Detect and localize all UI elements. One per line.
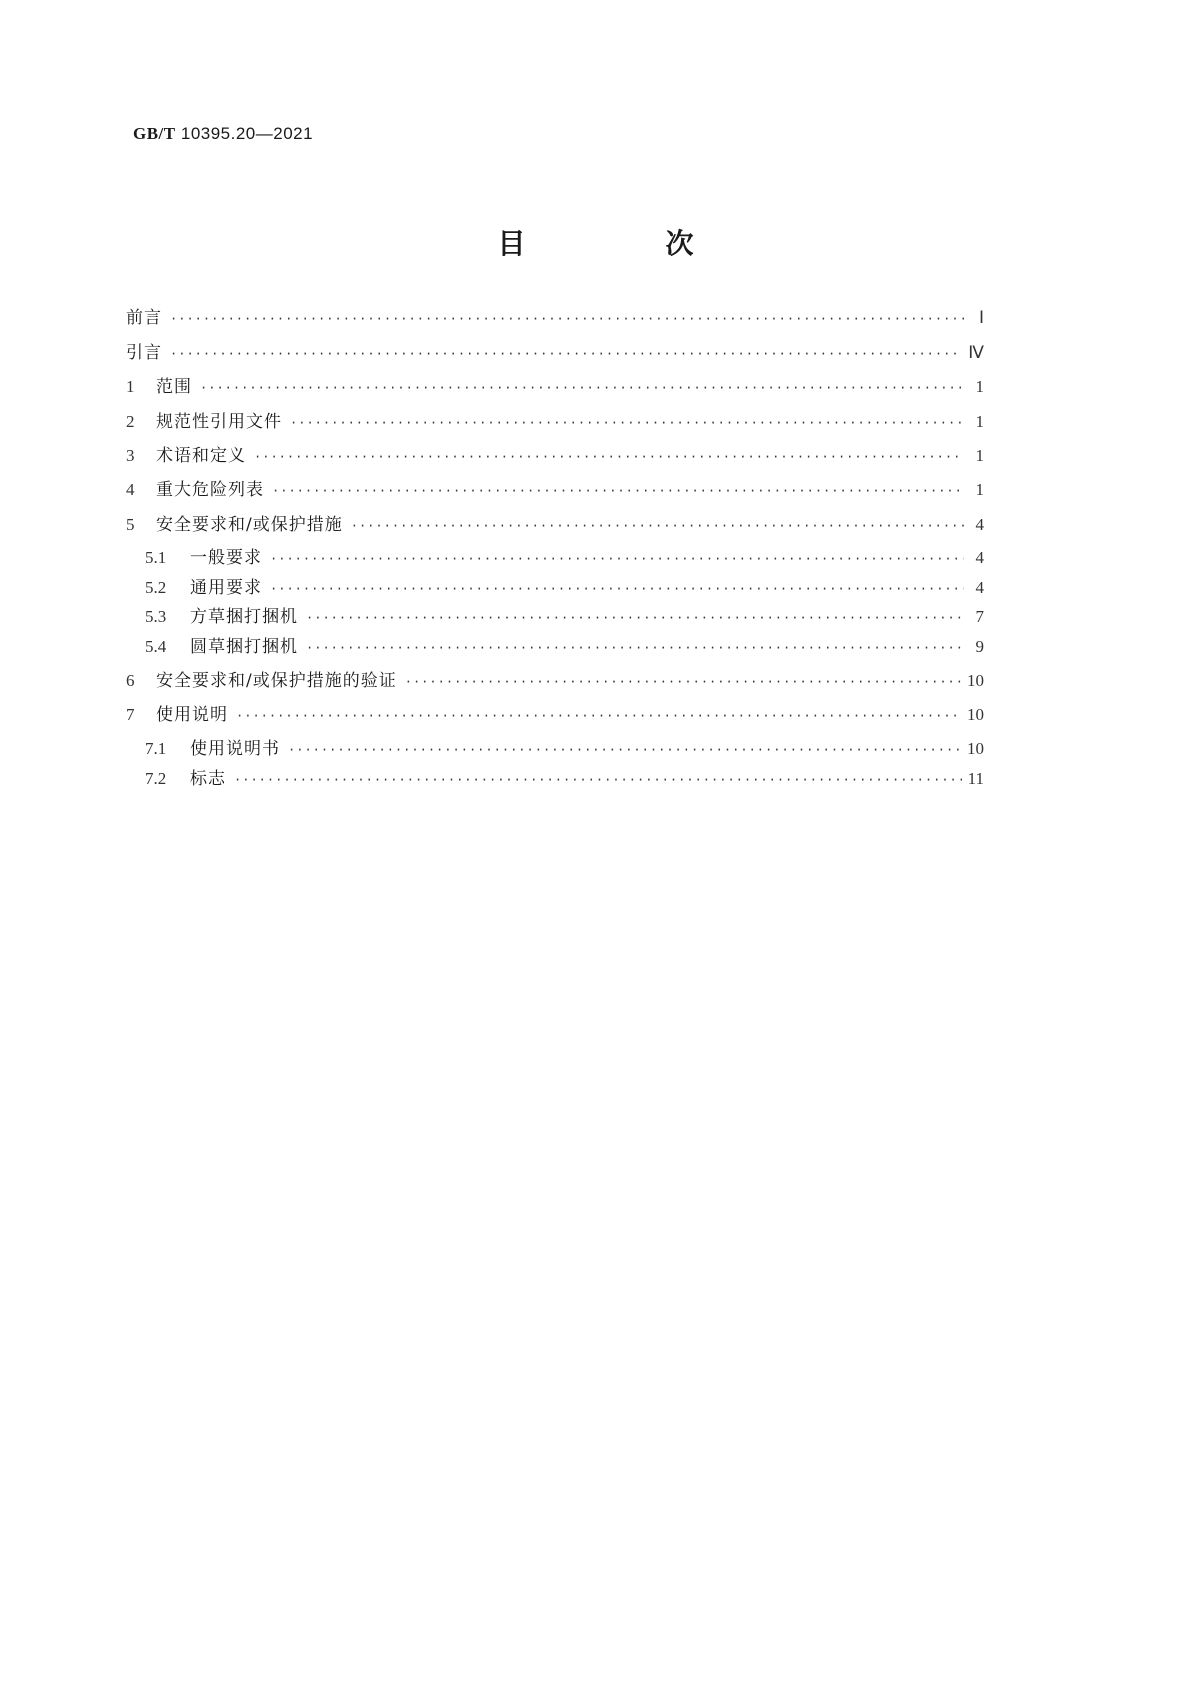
- toc-entry[interactable]: [126, 512, 984, 538]
- dot-leader: [272, 478, 964, 504]
- standard-number: 10395.20—2021: [180, 124, 314, 143]
- toc-entry-page: 10: [967, 705, 984, 724]
- dot-leader: [290, 410, 964, 436]
- toc-entry[interactable]: [145, 736, 984, 762]
- toc-entry-page: Ⅰ: [978, 308, 984, 327]
- toc-entry-number: 7.2: [145, 769, 167, 788]
- dot-leader: [270, 576, 964, 602]
- toc-entry-page: 1: [975, 446, 984, 465]
- toc-entry-page: 4: [975, 548, 984, 567]
- document-code: [133, 124, 313, 144]
- toc-entry[interactable]: [126, 477, 984, 503]
- toc-entry-page: 4: [975, 515, 984, 534]
- toc-entry-number: 5.1: [145, 548, 167, 567]
- toc-entry-label: 通用要求: [190, 578, 262, 598]
- toc-entry-page: 1: [975, 480, 984, 499]
- toc-entry-label: 重大危险列表: [156, 480, 264, 500]
- dot-leader: [200, 375, 964, 401]
- dot-leader: [405, 669, 961, 695]
- toc-entry[interactable]: [126, 305, 984, 331]
- toc-entry-label: 标志: [190, 769, 226, 789]
- toc-entry[interactable]: [145, 766, 984, 792]
- dot-leader: [236, 703, 961, 729]
- dot-leader: [270, 546, 964, 572]
- toc-entry[interactable]: [126, 340, 984, 366]
- toc-entry[interactable]: [145, 634, 984, 660]
- toc-entry-page: 4: [975, 578, 984, 597]
- toc-entry-label: 圆草捆打捆机: [190, 637, 298, 657]
- toc-entry[interactable]: [126, 409, 984, 435]
- toc-entry-page: 10: [967, 671, 984, 690]
- dot-leader: [306, 635, 964, 661]
- toc-entry-label: 使用说明: [156, 705, 228, 725]
- toc-entry-label: 范围: [156, 377, 192, 397]
- toc-entry-page: 1: [975, 412, 984, 431]
- toc-entry-number: 5: [126, 515, 135, 534]
- toc-entry-number: 5.2: [145, 578, 167, 597]
- dot-leader: [254, 444, 964, 470]
- toc-entry-label: 方草捆打捆机: [190, 607, 298, 627]
- toc-entry[interactable]: [145, 604, 984, 630]
- dot-leader: [234, 767, 962, 793]
- toc-entry[interactable]: [126, 374, 984, 400]
- toc-entry[interactable]: [145, 575, 984, 601]
- toc-entry[interactable]: [126, 702, 984, 728]
- toc-entry-number: 7.1: [145, 739, 167, 758]
- toc-entry-number: 1: [126, 377, 135, 396]
- toc-entry-label: 前言: [126, 308, 162, 328]
- toc-entry[interactable]: [126, 443, 984, 469]
- toc-entry-label: 安全要求和/或保护措施的验证: [156, 671, 397, 691]
- toc-entry-label: 引言: [126, 343, 162, 363]
- toc-entry-number: 5.4: [145, 637, 167, 656]
- dot-leader: [170, 341, 962, 367]
- dot-leader: [288, 737, 961, 763]
- page-title: 目 次: [497, 227, 750, 260]
- toc-entry-number: 7: [126, 705, 135, 724]
- toc-entry-number: 3: [126, 446, 135, 465]
- toc-entry-label: 术语和定义: [156, 446, 246, 466]
- toc-entry-page: 10: [967, 739, 984, 758]
- toc-entry-label: 安全要求和/或保护措施: [156, 515, 343, 535]
- toc-entry-number: 6: [126, 671, 135, 690]
- toc-entry-label: 使用说明书: [190, 739, 280, 759]
- toc-entry-label: 规范性引用文件: [156, 412, 282, 432]
- dot-leader: [170, 306, 964, 332]
- dot-leader: [351, 513, 964, 539]
- toc-entry-number: 5.3: [145, 607, 167, 626]
- toc-entry-page: 9: [975, 637, 984, 656]
- toc-entry-number: 4: [126, 480, 135, 499]
- toc-entry-label: 一般要求: [190, 548, 262, 568]
- toc-entry-page: 11: [967, 769, 984, 788]
- standard-prefix: GB/T: [133, 124, 176, 143]
- toc-entry-page: 7: [975, 607, 984, 626]
- toc-entry[interactable]: [126, 668, 984, 694]
- dot-leader: [306, 605, 964, 631]
- toc-entry-page: 1: [975, 377, 984, 396]
- toc-entry[interactable]: [145, 545, 984, 571]
- toc-entry-number: 2: [126, 412, 135, 431]
- toc-entry-page: Ⅳ: [968, 343, 984, 362]
